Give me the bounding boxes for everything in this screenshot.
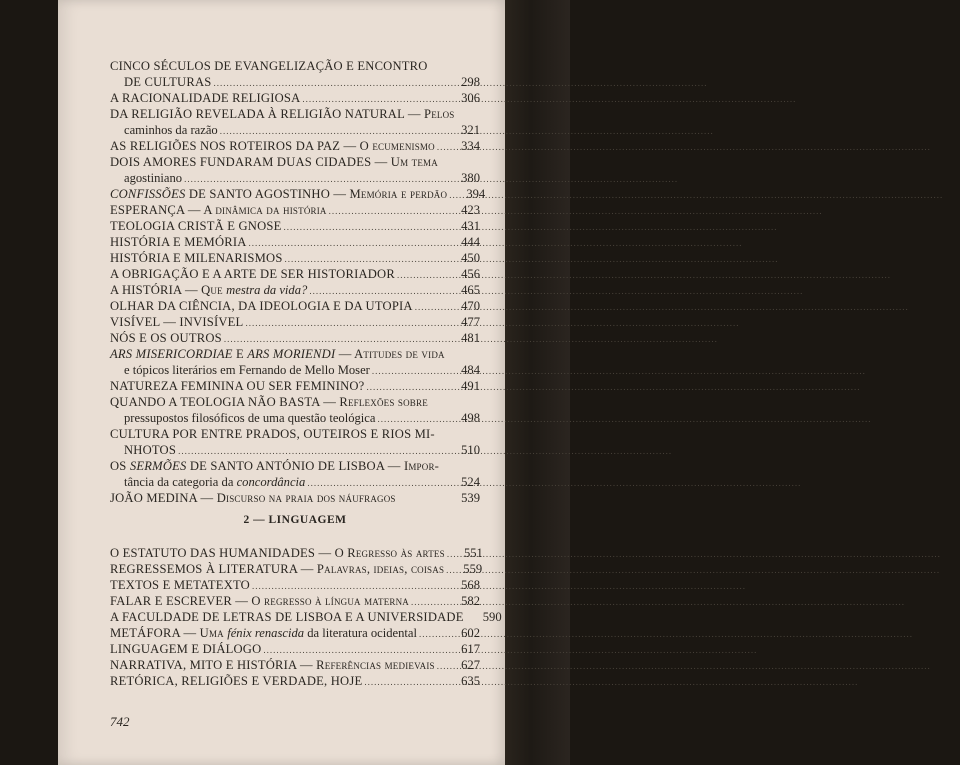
toc-page-number: 394 — [466, 187, 486, 201]
toc-page-number: 524 — [461, 475, 480, 489]
toc-entry-title: ARS MISERICORDIAE E ARS MORIENDI — Atitudes de vida — [110, 347, 445, 361]
toc-entry: HISTÓRIA E MILENARISMOS ..... 450 — [110, 250, 480, 266]
toc-entry: A HISTÓRIA — Que mestra da vida? ..... 465 — [110, 282, 480, 298]
toc-entry: NARRATIVA, MITO E HISTÓRIA — Referências medievais ..... 627 — [110, 657, 480, 673]
toc-page-number: 334 — [461, 139, 480, 153]
toc-page-number: 491 — [461, 379, 480, 393]
toc-entry: OLHAR DA CIÊNCIA, DA IDEOLOGIA E DA UTOPIA ..... 470 — [110, 298, 480, 314]
toc-page-number: 380 — [461, 171, 480, 185]
toc-page-number: 444 — [461, 235, 480, 249]
toc-entry: AS RELIGIÕES NOS ROTEIROS DA PAZ — O ecumenismo ..... 334 — [110, 138, 480, 154]
toc-entry-title: CULTURA POR ENTRE PRADOS, OUTEIROS E RIOS MI- — [110, 427, 435, 441]
toc-page-number: 456 — [461, 267, 480, 281]
toc-entry-title: DOIS AMORES FUNDARAM DUAS CIDADES — Um tema — [110, 155, 438, 169]
toc-page-number: 423 — [461, 203, 480, 217]
toc-page-number: 465 — [461, 283, 480, 297]
toc-page-number: 298 — [461, 75, 480, 89]
toc-page-number: 602 — [461, 626, 480, 640]
toc-entry: A RACIONALIDADE RELIGIOSA ..... 306 — [110, 90, 480, 106]
toc-entry: VISÍVEL — INVISÍVEL ..... 477 — [110, 314, 480, 330]
toc-page-number: 477 — [461, 315, 480, 329]
toc-entry: caminhos da razão ..... 321 — [110, 122, 480, 138]
toc-entry: tância da categoria da concordância ..... 524 — [110, 474, 480, 490]
toc-entry: METÁFORA — Uma fénix renascida da literatura ocidental ..... 602 — [110, 625, 480, 641]
toc-page-number: 627 — [461, 658, 480, 672]
toc-page-number: 431 — [461, 219, 480, 233]
toc-entry: pressupostos filosóficos de uma questão teológica ..... 498 — [110, 410, 480, 426]
toc-entry: e tópicos literários em Fernando de Mello Moser ..... 484 — [110, 362, 480, 378]
toc-page-number: 306 — [461, 91, 480, 105]
toc-page-number: 450 — [461, 251, 480, 265]
toc-entry-title: OS SERMÕES DE SANTO ANTÓNIO DE LISBOA — Impor- — [110, 459, 440, 473]
toc-page-number: 582 — [461, 594, 480, 608]
toc-entry: JOÃO MEDINA — Discurso na praia dos náufragos 539 — [110, 491, 480, 505]
toc-entry: O ESTATUTO DAS HUMANIDADES — O Regresso às artes ..... 551 — [110, 545, 480, 561]
toc-page-number: 481 — [461, 331, 480, 345]
page-number-folio: 742 — [110, 714, 130, 729]
toc-entry: REGRESSEMOS À LITERATURA — Palavras, ideias, coisas ..... 559 — [110, 561, 480, 577]
toc-page-number: 590 — [482, 610, 502, 624]
toc-page-number: 539 — [461, 491, 480, 505]
toc-entry: A FACULDADE DE LETRAS DE LISBOA E A UNIVERSIDADE 590 — [110, 610, 502, 624]
toc-entry: NÓS E OS OUTROS ..... 481 — [110, 330, 480, 346]
toc-entry: TEXTOS E METATEXTO ..... 568 — [110, 577, 480, 593]
toc-page-number: 498 — [461, 411, 480, 425]
toc-entry: DE CULTURAS ..... 298 — [110, 74, 480, 90]
toc-entry-title: DA RELIGIÃO REVELADA À RELIGIÃO NATURAL — Pelos — [110, 107, 455, 121]
toc-page-number: 568 — [461, 578, 480, 592]
toc-entry: ESPERANÇA — A dinâmica da história ..... 423 — [110, 202, 480, 218]
toc-entry: TEOLOGIA CRISTÃ E GNOSE ..... 431 — [110, 218, 480, 234]
toc-entry-title: QUANDO A TEOLOGIA NÃO BASTA — Reflexões sobre — [110, 395, 428, 409]
toc-page-number: 484 — [461, 363, 480, 377]
toc-page-number: 551 — [463, 546, 483, 560]
toc-entry: CONFISSÕES DE SANTO AGOSTINHO — Memória e perdão ..... 394 — [110, 186, 480, 202]
toc-entry: NHOTOS ..... 510 — [110, 442, 480, 458]
toc-entry: LINGUAGEM E DIÁLOGO ..... 617 — [110, 641, 480, 657]
toc-entry: A OBRIGAÇÃO E A ARTE DE SER HISTORIADOR ..... 456 — [110, 266, 480, 282]
toc-page-number: 470 — [461, 299, 480, 313]
toc-entry: FALAR E ESCREVER — O regresso à língua materna ..... 582 — [110, 593, 480, 609]
table-of-contents-part-2 — [110, 545, 502, 689]
toc-page-number: 635 — [461, 674, 480, 688]
toc-page-number: 510 — [461, 443, 480, 457]
toc-entry: HISTÓRIA E MEMÓRIA ..... 444 — [110, 234, 480, 250]
toc-entry-title: CINCO SÉCULOS DE EVANGELIZAÇÃO E ENCONTRO — [110, 59, 428, 73]
table-of-contents-part-1 — [110, 58, 486, 506]
toc-page-number: 559 — [463, 562, 483, 576]
toc-page-number: 321 — [461, 123, 480, 137]
toc-page-number: 617 — [461, 642, 480, 656]
toc-entry: RETÓRICA, RELIGIÕES E VERDADE, HOJE ..... 635 — [110, 673, 480, 689]
toc-entry: NATUREZA FEMININA OU SER FEMININO? ..... 491 — [110, 378, 480, 394]
toc-entry: agostiniano ..... 380 — [110, 170, 480, 186]
section-title: 2 — LINGUAGEM — [243, 514, 347, 526]
